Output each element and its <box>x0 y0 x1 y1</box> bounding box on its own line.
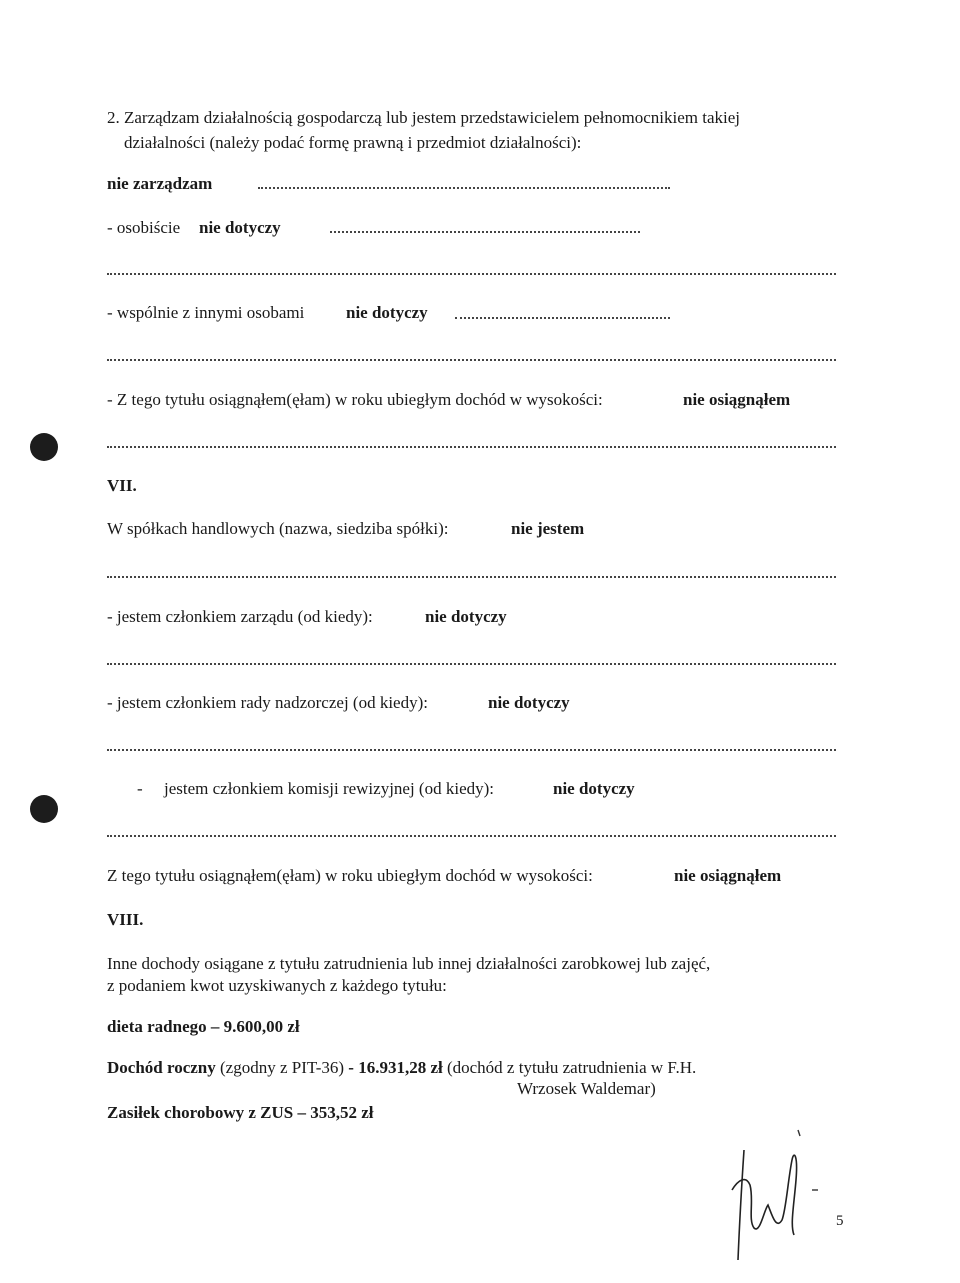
section2-dochod-label: - Z tego tytułu osiągnąłem(ęłam) w roku ubiegłym dochód w wysokości: <box>107 390 603 409</box>
dotted-line <box>107 273 836 275</box>
inne-line1: Inne dochody osiągane z tytułu zatrudnienia lub innej działalności zarobkowej lub zajęć, <box>107 954 711 973</box>
dochod-roczny-line2: Wrzosek Waldemar) <box>517 1079 656 1098</box>
zarzad-label: - jestem członkiem zarządu (od kiedy): <box>107 607 373 626</box>
section2-line2: działalności (należy podać formę prawną i przedmiot działalności): <box>124 133 582 152</box>
spolki-label: W spółkach handlowych (nazwa, siedziba spółki): <box>107 519 449 538</box>
osobiscie-label: - osobiście <box>107 218 181 237</box>
dotted-line <box>258 187 670 189</box>
dotted-line <box>455 317 670 319</box>
handwritten-signature <box>724 1110 824 1270</box>
section7-heading: VII. <box>107 476 137 495</box>
section7-dochod-value: nie osiągnąłem <box>674 866 782 885</box>
section8-heading: VIII. <box>107 910 144 929</box>
dochod-roczny-note: (zgodny z PIT-36) <box>215 1058 349 1077</box>
komisja-value: nie dotyczy <box>553 779 635 798</box>
zarzad-value: nie dotyczy <box>425 607 507 626</box>
spolki-value: nie jestem <box>511 519 585 538</box>
dotted-line <box>107 835 836 837</box>
komisja-dash: - <box>137 779 143 798</box>
section2-line1: 2. Zarządzam działalnością gospodarczą lub jestem przedstawicielem pełnomocnikiem takiej <box>107 108 740 127</box>
dieta-radnego: dieta radnego – 9.600,00 zł <box>107 1017 300 1036</box>
inne-line2: z podaniem kwot uzyskiwanych z każdego tytułu: <box>107 976 447 995</box>
wspolnie-value: nie dotyczy <box>346 303 428 322</box>
wspolnie-label: - wspólnie z innymi osobami <box>107 303 305 322</box>
dotted-line <box>107 663 836 665</box>
rada-value: nie dotyczy <box>488 693 570 712</box>
dochod-roczny-line <box>107 1058 696 1078</box>
rada-label: - jestem członkiem rady nadzorczej (od kiedy): <box>107 693 428 712</box>
dotted-line <box>107 359 836 361</box>
zasilek-chorobowy: Zasiłek chorobowy z ZUS – 353,52 zł <box>107 1103 374 1122</box>
dotted-line <box>330 231 640 233</box>
dotted-line <box>107 576 836 578</box>
section7-dochod-label: Z tego tytułu osiągnąłem(ęłam) w roku ubiegłym dochód w wysokości: <box>107 866 593 885</box>
dotted-line <box>107 446 836 448</box>
dochod-roczny-amount: - 16.931,28 zł <box>348 1058 443 1077</box>
punch-hole-top <box>30 433 58 461</box>
osobiscie-value: nie dotyczy <box>199 218 281 237</box>
dochod-roczny-source: (dochód z tytułu zatrudnienia w F.H. <box>442 1058 697 1077</box>
nie-zarzadzam: nie zarządzam <box>107 174 213 193</box>
dotted-line <box>107 749 836 751</box>
komisja-label: jestem członkiem komisji rewizyjnej (od kiedy): <box>164 779 494 798</box>
punch-hole-bottom <box>30 795 58 823</box>
section2-dochod-value: nie osiągnąłem <box>683 390 791 409</box>
page-number: 5 <box>836 1213 844 1229</box>
dochod-roczny-label: Dochód roczny <box>107 1058 216 1077</box>
